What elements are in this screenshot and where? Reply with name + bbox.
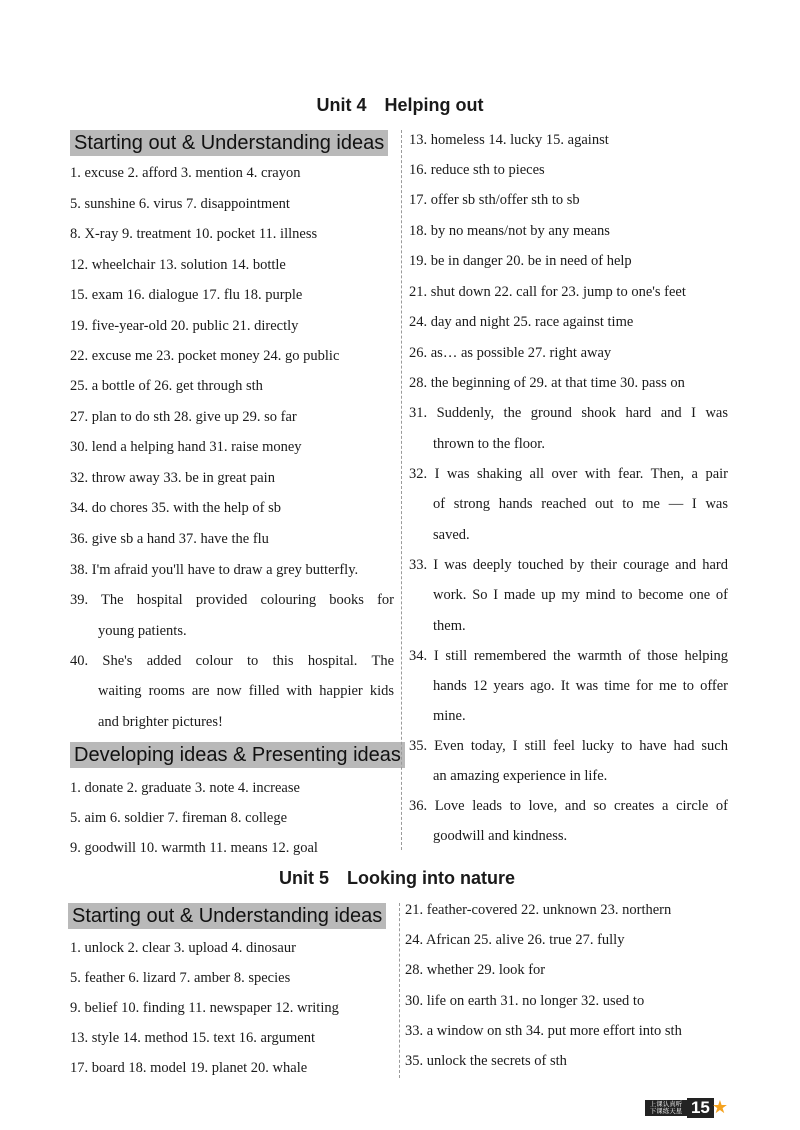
answer-line: 31. Suddenly, the ground shook hard and I was xyxy=(409,405,728,421)
answer-line: 36. Love leads to love, and so creates a circle of xyxy=(409,798,728,814)
answer-line: 18. by no means/not by any means xyxy=(409,223,610,239)
answer-line: 35. Even today, I still feel lucky to have had such xyxy=(409,738,728,754)
answer-line: 9. belief 10. finding 11. newspaper 12. writing xyxy=(70,1000,339,1016)
answer-line: hands 12 years ago. It was time for me to offer xyxy=(433,678,728,694)
answer-line: 17. offer sb sth/offer sth to sb xyxy=(409,192,580,208)
page-footer xyxy=(645,1097,728,1118)
answer-line: 40. She's added colour to this hospital. The xyxy=(70,653,394,669)
answer-line: 1. donate 2. graduate 3. note 4. increase xyxy=(70,780,300,796)
answer-line: 17. board 18. model 19. planet 20. whale xyxy=(70,1060,308,1076)
unit4-name: Helping out xyxy=(384,95,484,115)
answer-line: 21. shut down 22. call for 23. jump to one's feet xyxy=(409,284,686,300)
answer-line: 12. wheelchair 13. solution 14. bottle xyxy=(70,257,286,273)
unit5-starting-header: Starting out & Understanding ideas xyxy=(68,903,386,929)
answer-line: and brighter pictures! xyxy=(98,714,223,730)
answer-line: 9. goodwill 10. warmth 11. means 12. goal xyxy=(70,840,318,856)
answer-line: 21. feather-covered 22. unknown 23. northern xyxy=(405,902,672,918)
unit4-starting-header: Starting out & Understanding ideas xyxy=(70,130,388,156)
answer-line: 30. lend a helping hand 31. raise money xyxy=(70,439,302,455)
unit4-number: Unit 4 xyxy=(316,95,367,115)
answer-line: of strong hands reached out to me — I was xyxy=(433,496,728,512)
answer-line: 28. the beginning of 29. at that time 30. pass on xyxy=(409,375,685,391)
answer-line: them. xyxy=(433,618,466,634)
answer-line: 38. I'm afraid you'll have to draw a grey butterfly. xyxy=(70,562,359,578)
answer-line: 16. reduce sth to pieces xyxy=(409,162,545,178)
answer-line: mine. xyxy=(433,708,466,724)
answer-line: an amazing experience in life. xyxy=(433,768,608,784)
answer-line: 33. a window on sth 34. put more effort into sth xyxy=(405,1023,682,1039)
answer-line: 27. plan to do sth 28. give up 29. so far xyxy=(70,409,297,425)
answer-line: 34. I still remembered the warmth of those helping xyxy=(409,648,728,664)
answer-line: 5. sunshine 6. virus 7. disappointment xyxy=(70,196,290,212)
answer-line: 28. whether 29. look for xyxy=(405,962,546,978)
answer-line: 15. exam 16. dialogue 17. flu 18. purple xyxy=(70,287,303,303)
answer-line: work. So I made up my mind to become one of xyxy=(433,587,728,603)
column-divider xyxy=(399,903,400,1078)
answer-line: 24. African 25. alive 26. true 27. fully xyxy=(405,932,625,948)
unit5-number: Unit 5 xyxy=(278,868,329,888)
answer-line: 13. style 14. method 15. text 16. argument xyxy=(70,1030,315,1046)
star-icon: ★ xyxy=(711,1097,728,1117)
answer-line: waiting rooms are now filled with happier kids xyxy=(98,683,394,699)
answer-line: 30. life on earth 31. no longer 32. used to xyxy=(405,993,645,1009)
answer-line: 22. excuse me 23. pocket money 24. go public xyxy=(70,348,340,364)
footer-slogan-line: 下课练天星 xyxy=(649,1107,683,1115)
answer-line: 8. X-ray 9. treatment 10. pocket 11. illness xyxy=(70,226,318,242)
answer-line: 13. homeless 14. lucky 15. against xyxy=(409,132,609,148)
answer-line: saved. xyxy=(433,527,470,543)
answer-line: 32. throw away 33. be in great pain xyxy=(70,470,275,486)
answer-line: 19. five-year-old 20. public 21. directly xyxy=(70,318,299,334)
answer-line: 1. excuse 2. afford 3. mention 4. crayon xyxy=(70,165,301,181)
unit4-developing-header: Developing ideas & Presenting ideas xyxy=(70,742,405,768)
answer-line: 33. I was deeply touched by their courage and hard xyxy=(409,557,728,573)
answer-line: 19. be in danger 20. be in need of help xyxy=(409,253,632,269)
answer-line: 39. The hospital provided colouring books for xyxy=(70,592,394,608)
answer-line: 32. I was shaking all over with fear. Then, a pair xyxy=(409,466,728,482)
answer-line: 5. aim 6. soldier 7. fireman 8. college xyxy=(70,810,288,826)
answer-line: 24. day and night 25. race against time xyxy=(409,314,634,330)
answer-line: 34. do chores 35. with the help of sb xyxy=(70,500,282,516)
answer-line: 25. a bottle of 26. get through sth xyxy=(70,378,263,394)
unit5-title xyxy=(0,868,797,889)
answer-line: young patients. xyxy=(98,623,187,639)
unit5-name: Looking into nature xyxy=(347,868,515,888)
page-number: 15 xyxy=(687,1098,714,1118)
answer-line: 5. feather 6. lizard 7. amber 8. species xyxy=(70,970,291,986)
answer-line: 1. unlock 2. clear 3. upload 4. dinosaur xyxy=(70,940,296,956)
footer-slogan xyxy=(645,1100,687,1116)
unit4-title xyxy=(0,95,800,116)
answer-line: goodwill and kindness. xyxy=(433,828,568,844)
answer-line: 35. unlock the secrets of sth xyxy=(405,1053,567,1069)
answer-line: thrown to the floor. xyxy=(433,436,545,452)
footer-slogan-line: 上课认真听 xyxy=(649,1100,683,1108)
answer-line: 36. give sb a hand 37. have the flu xyxy=(70,531,269,547)
answer-line: 26. as… as possible 27. right away xyxy=(409,345,612,361)
column-divider xyxy=(401,130,402,850)
